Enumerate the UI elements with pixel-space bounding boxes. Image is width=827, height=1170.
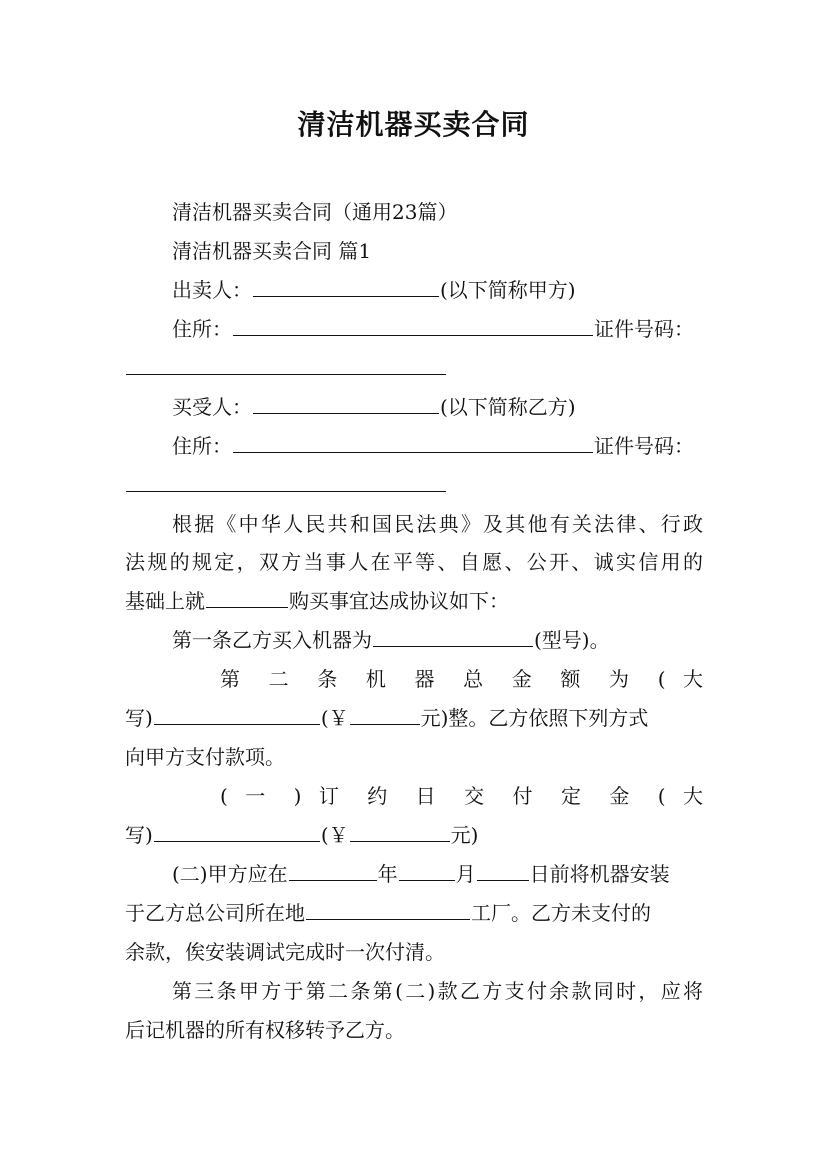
article2-line1: 第 二 条 机 器 总 金 额 为 ( 大 <box>220 667 703 691</box>
id2-label: 证件号码： <box>594 434 694 458</box>
deposit-amount-blank <box>350 823 450 842</box>
article1-line <box>172 628 703 652</box>
buyer-address-line <box>172 434 703 458</box>
id-label: 证件号码： <box>594 317 694 341</box>
article2-post: 元)整。乙方依照下列方式 <box>420 706 649 730</box>
buyer-label: 买受人： <box>172 395 252 419</box>
article2-line2 <box>125 706 703 730</box>
address2-label: 住所： <box>172 434 232 458</box>
seller-id-line <box>125 356 703 380</box>
seller-address-line <box>172 317 703 341</box>
section-heading: 清洁机器买卖合同 篇1 <box>172 239 372 263</box>
total-amount-blank <box>350 706 420 725</box>
item1-pre: 写) <box>125 823 153 847</box>
year-label: 年 <box>377 862 398 886</box>
item2b-post: 工厂。乙方未支付的 <box>471 901 651 925</box>
item2-post: 日前将机器安装 <box>529 862 670 886</box>
document-title: 清洁机器买卖合同 <box>297 108 530 141</box>
para1-post: 购买事宜达成协议如下： <box>289 589 509 613</box>
article2-line3: 向甲方支付款项。 <box>125 745 285 769</box>
model-blank <box>373 628 533 647</box>
item1-post: 元) <box>450 823 479 847</box>
seller-suffix: (以下简称甲方) <box>440 278 576 302</box>
month-blank <box>399 862 455 881</box>
para1-line2: 法规的规定，双方当事人在平等、自愿、公开、诚实信用的 <box>125 550 703 574</box>
address-blank <box>233 317 593 336</box>
para1-line1: 根据《中华人民共和国民法典》及其他有关法律、行政 <box>172 512 703 536</box>
buyer-id-line <box>125 473 703 497</box>
item2-line3: 余款，俟安装调试完成时一次付清。 <box>125 940 445 964</box>
total-capital-blank <box>154 706 320 725</box>
address2-blank <box>233 434 593 453</box>
purchase-blank <box>206 589 288 608</box>
buyer-line <box>172 395 703 419</box>
item2b-pre: 于乙方总公司所在地 <box>125 901 305 925</box>
article1-pre: 第一条乙方买入机器为 <box>172 628 372 652</box>
year-blank <box>289 862 377 881</box>
article3-line1: 第三条甲方于第二条第(二)款乙方支付余款同时，应将 <box>172 979 703 1003</box>
seller-line <box>172 278 703 302</box>
id2-blank <box>126 473 446 492</box>
id-blank <box>126 356 446 375</box>
item2-line1 <box>172 862 703 886</box>
item1-line1: ( 一 ) 订 约 日 交 付 定 金 ( 大 <box>220 784 703 808</box>
para1-pre: 基础上就 <box>125 589 205 613</box>
location-blank <box>306 901 470 920</box>
seller-blank <box>253 278 439 297</box>
para1-line3 <box>125 589 703 613</box>
article3-line2: 后记机器的所有权移转予乙方。 <box>125 1018 405 1042</box>
day-blank <box>477 862 529 881</box>
deposit-capital-blank <box>154 823 320 842</box>
article1-post: (型号)。 <box>534 628 610 652</box>
month-label: 月 <box>455 862 476 886</box>
item1-mid: (￥ <box>320 823 349 847</box>
address-label: 住所： <box>172 317 232 341</box>
item1-line2 <box>125 823 703 847</box>
buyer-suffix: (以下简称乙方) <box>440 395 576 419</box>
article2-mid: (￥ <box>320 706 349 730</box>
item2-line2 <box>125 901 703 925</box>
buyer-blank <box>253 395 439 414</box>
seller-label: 出卖人： <box>172 278 252 302</box>
subtitle-line: 清洁机器买卖合同（通用23篇） <box>172 200 458 224</box>
item2-pre: (二)甲方应在 <box>172 862 288 886</box>
article2-pre: 写) <box>125 706 153 730</box>
